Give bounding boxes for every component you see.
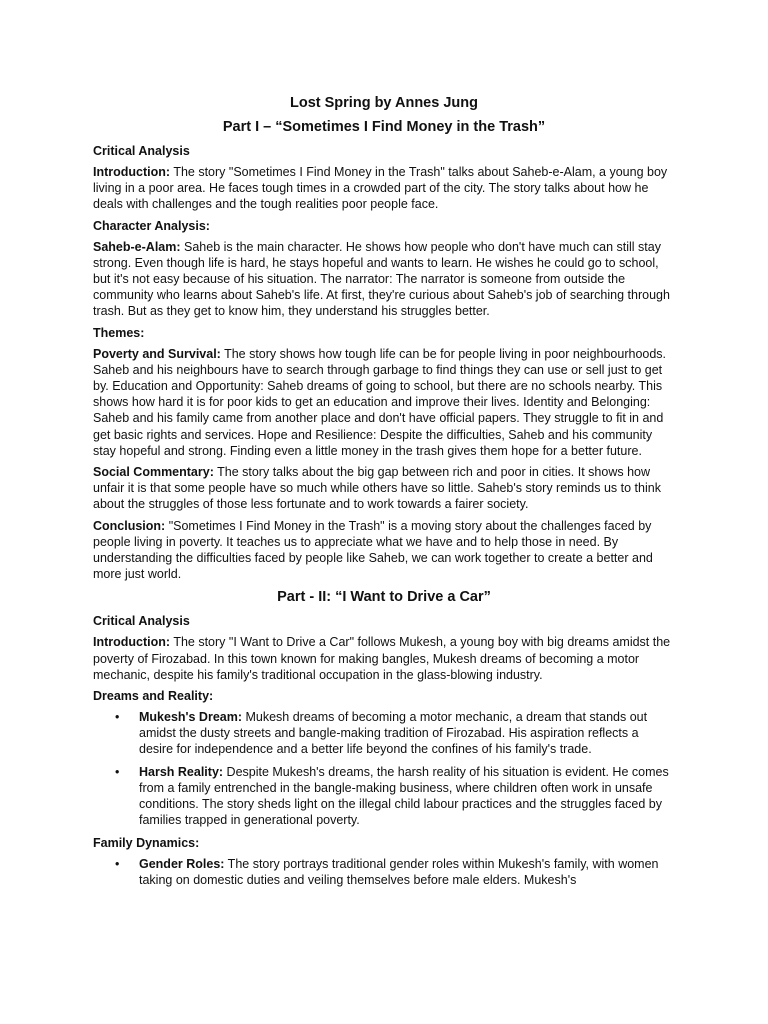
part-2-critical-analysis-heading: Critical Analysis [93,614,190,629]
paragraph-label: Conclusion: [93,518,166,533]
bullet-marker: • [115,856,120,871]
part-2-title: Part - II: “I Want to Drive a Car” [277,589,491,606]
paragraph-text: The story shows how tough life can be for people living in poor neighbourhoods. Saheb and his neighbours have to search through garbage to find things they can use or sell just to get by. Education and Opportunity: Saheb dreams of going to school, but there are no schools nearby. This shows how hard it is for poor kids to get an education and improve their lives. Identity and Belonging: Saheb and his family came from another place and don't have official papers. They struggle to fit in and get basic rights and services. Hope and Resilience: Despite the difficulties, Saheb and his community stay hopeful and strong. Finding even a little money in the trash gives them hope for a better future. [93,346,667,458]
part-1-introduction-paragraph [93,164,675,213]
list-item-label: Gender Roles: [139,856,225,871]
list-item [93,856,675,888]
paragraph-label: Poverty and Survival: [93,346,221,361]
list-item-text: Despite Mukesh's dreams, the harsh reality of his situation is evident. He comes from a family entrenched in the bangle-making business, where children often work in unsafe conditions. The story sheds light on the illegal child labour practices and the struggles faced by families trapped in generational poverty. [139,764,669,828]
paragraph-text: Saheb is the main character. He shows how people who don't have much can still stay strong. Even though life is hard, he stays hopeful and wants to learn. He wishes he could go to school, but it's not easy because of his situation. The narrator: The narrator is someone from outside the community who learns about Saheb's life. At first, they're curious about Saheb's job of searching through trash. But as they get to know him, they understand his struggles better. [93,239,670,319]
part-1-critical-analysis-heading: Critical Analysis [93,144,190,158]
conclusion-paragraph [93,518,675,583]
list-item-text: The story portrays traditional gender roles within Mukesh's family, with women taking on domestic duties and veiling themselves before male elders. Mukesh's [139,856,659,887]
dreams-reality-list [93,709,675,828]
family-dynamics-heading: Family Dynamics: [93,835,200,850]
paragraph-label: Introduction: [93,635,171,650]
family-dynamics-list [93,856,675,888]
paragraph-label: Introduction: [93,165,171,179]
character-analysis-heading: Character Analysis: [93,218,210,233]
paragraph-text: The story talks about the big gap between rich and poor in cities. It shows how unfair it is that some people have so much while others have so little. Saheb's story reminds us to think about the struggles of those less fortunate and to work towards a fairer society. [93,465,661,512]
poverty-paragraph [93,346,675,459]
dreams-reality-heading: Dreams and Reality: [93,689,214,704]
themes-heading: Themes: [93,325,145,340]
bullet-marker: • [115,710,120,725]
list-item [93,764,675,829]
paragraph-text: The story "I Want to Drive a Car" follows Mukesh, a young boy with big dreams amidst the poverty of Firozabad. In this town known for making bangles, Mukesh dreams of becoming a motor mechanic, despite his family's traditional occupation in the glass-blowing industry. [93,635,671,682]
list-item [93,709,675,758]
part-2-introduction-paragraph [93,634,675,683]
list-item-label: Mukesh's Dream: [139,710,243,725]
paragraph-text: "Sometimes I Find Money in the Trash" is a moving story about the challenges faced by people living in poverty. It teaches us to appreciate what we have and to help those in need. By understanding the difficulties faced by people like Saheb, we can work together to create a better and more just world. [93,518,653,582]
document-page [93,93,675,894]
saheb-paragraph [93,239,675,320]
paragraph-label: Social Commentary: [93,465,214,480]
document-title: Lost Spring by Annes Jung [290,95,478,111]
bullet-marker: • [115,764,120,779]
list-item-label: Harsh Reality: [139,764,224,779]
paragraph-text: The story "Sometimes I Find Money in the Trash" talks about Saheb-e-Alam, a young boy living in a poor area. He faces tough times in a crowded part of the city. The story talks about how he deals with challenges and the tough realities poor people face. [93,165,668,212]
social-commentary-paragraph [93,464,675,513]
list-item-text: Mukesh dreams of becoming a motor mechanic, a dream that stands out amidst the dusty streets and bangle-making tradition of Firozabad. His aspiration reflects a desire for independence and a better life beyond the confines of his family's trade. [139,710,648,757]
paragraph-label: Saheb-e-Alam: [93,239,181,254]
part-1-title: Part I – “Sometimes I Find Money in the Trash” [222,119,546,135]
